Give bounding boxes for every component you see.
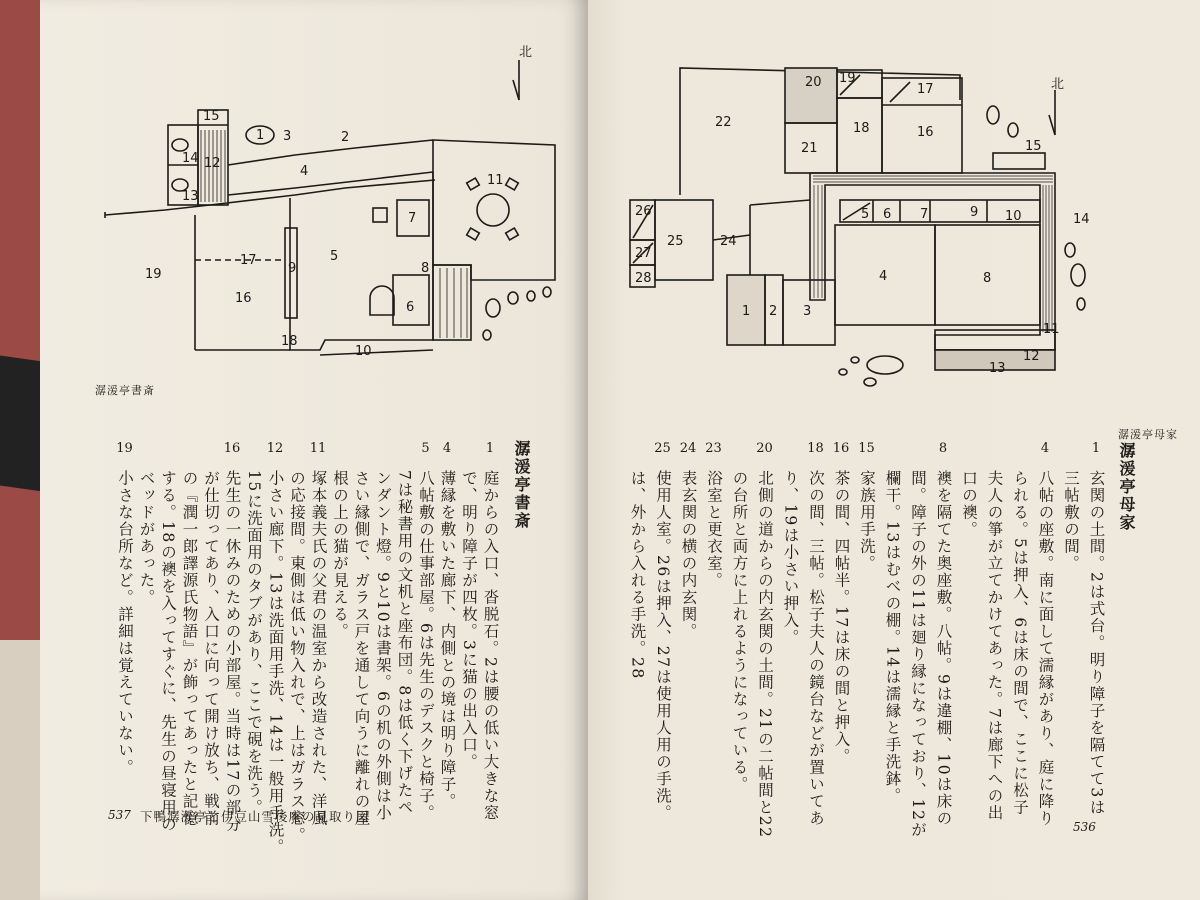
svg-text:9: 9 xyxy=(970,205,979,220)
svg-text:17: 17 xyxy=(240,253,257,268)
svg-text:24: 24 xyxy=(720,234,737,249)
item-number: 8 xyxy=(938,441,948,456)
left-page-folio: 537 xyxy=(108,808,131,822)
svg-text:5: 5 xyxy=(330,249,339,264)
text-column: さい縁側で、ガラス戸を通して向うに離れの屋 xyxy=(352,470,371,827)
svg-text:9: 9 xyxy=(288,261,297,276)
item-number: 18 xyxy=(807,441,824,456)
svg-text:25: 25 xyxy=(667,234,684,249)
svg-text:14: 14 xyxy=(182,151,199,166)
text-column: 八帖敷の仕事部屋。6は先生のデスクと椅子。 xyxy=(417,470,435,822)
svg-text:16: 16 xyxy=(917,125,934,140)
svg-text:11: 11 xyxy=(1043,322,1060,337)
svg-text:5: 5 xyxy=(861,207,870,222)
item-number: 20 xyxy=(756,441,773,456)
text-column: 薄縁を敷いた廊下、内側との境は明り障子。 xyxy=(438,470,457,810)
item-number: 1 xyxy=(1091,441,1101,456)
svg-text:13: 13 xyxy=(182,189,199,204)
item-number: 19 xyxy=(116,441,133,456)
item-number: 15 xyxy=(858,441,875,456)
svg-text:7: 7 xyxy=(408,211,417,226)
text-column: 北側の道からの内玄関の土間。21の二帖間と22 xyxy=(756,470,774,839)
item-number: 12 xyxy=(266,441,284,456)
item-number: 24 xyxy=(679,441,697,456)
svg-text:8: 8 xyxy=(983,271,992,286)
text-column: られる。5は押入、6は床の間で、ここに松子 xyxy=(1011,470,1029,816)
text-column: 小さい廊下。13は洗面用手洗、14は一般用手洗。 xyxy=(266,470,285,856)
text-column: 家族用手洗。 xyxy=(858,470,876,572)
svg-text:7: 7 xyxy=(920,207,929,222)
text-column: 玄関の土間。2は式台。明り障子を隔てて3は xyxy=(1087,470,1106,816)
item-number: 4 xyxy=(1040,441,1050,456)
svg-text:26: 26 xyxy=(635,204,652,219)
text-column: ンダント燈。9と10は書架。6の机の外側は小 xyxy=(374,470,392,822)
text-column: 表玄関の横の内玄関。 xyxy=(679,470,698,640)
plan-left-north: 北 xyxy=(519,45,533,60)
item-number: 25 xyxy=(654,441,671,456)
svg-text:10: 10 xyxy=(355,344,372,359)
text-column: の応接間。東側は低い物入れで、上はガラス窓。 xyxy=(288,470,306,844)
text-column: 7は秘書用の文机と座布団。8は低く下げたペ xyxy=(395,470,414,816)
text-column: 三帖敷の間。 xyxy=(1062,470,1080,572)
right-page-folio: 536 xyxy=(1073,820,1096,834)
svg-text:16: 16 xyxy=(235,291,252,306)
text-column: 間。障子の外の11は廻り縁になっており、12が xyxy=(909,470,927,839)
svg-text:21: 21 xyxy=(801,141,818,156)
item-number: 4 xyxy=(442,441,452,456)
text-column: が仕切ってあり、入口に向って開け放ち、戦前 xyxy=(202,470,220,827)
svg-text:11: 11 xyxy=(487,173,504,188)
plan-caption-main-house: 潺湲亭母家 xyxy=(1118,428,1178,441)
text-column: ベッドがあった。 xyxy=(137,470,156,606)
svg-text:28: 28 xyxy=(635,271,652,286)
item-number: 1 xyxy=(485,441,495,456)
floor-plan-study xyxy=(95,40,575,370)
text-column: 次の間、三帖。松子夫人の鏡台などが置いてあ xyxy=(807,470,825,827)
plan-right-north: 北 xyxy=(1051,77,1065,92)
svg-text:1: 1 xyxy=(742,304,751,319)
text-column: 庭からの入口、沓脱石。2は腰の低い大きな窓 xyxy=(481,470,500,822)
text-column: 先生の一休みのための小部屋。当時は17の部分 xyxy=(223,470,242,833)
svg-text:6: 6 xyxy=(406,300,415,315)
svg-text:2: 2 xyxy=(769,304,778,319)
text-column: 根の上の猫が見える。 xyxy=(331,470,349,640)
text-column: り、19は小さい押入。 xyxy=(781,470,800,646)
left-running-head: 下鴨潺湲亭と伊豆山雪後庵の見取り図 xyxy=(140,809,370,824)
text-column: 塚本義夫氏の父君の温室から改造された、洋風 xyxy=(309,470,328,827)
text-column: 浴室と更衣室。 xyxy=(705,470,723,589)
svg-text:4: 4 xyxy=(879,269,888,284)
svg-text:4: 4 xyxy=(300,164,309,179)
text-column: で、明り障子が四枚。3に猫の出入口。 xyxy=(460,470,478,771)
text-column: 茶の間、四帖半。17は床の間と押入。 xyxy=(832,470,851,765)
svg-text:27: 27 xyxy=(635,246,652,261)
text-column: 使用人室。26は押入、27は使用人用の手洗。 xyxy=(654,470,672,822)
svg-text:2: 2 xyxy=(341,130,350,145)
item-number: 16 xyxy=(223,441,241,456)
text-column: 襖を隔てた奥座敷。八帖。9は違棚、10は床の xyxy=(934,470,953,828)
svg-text:19: 19 xyxy=(145,267,162,282)
text-column: 欄干。13はむべの棚。14は濡縁と手洗鉢。 xyxy=(883,470,902,805)
text-column: 八帖の座敷。南に面して濡縁があり、庭に降り xyxy=(1036,470,1055,827)
svg-text:19: 19 xyxy=(839,71,856,86)
text-column: する。18の襖を入ってすぐに、先生の昼寝用の xyxy=(159,470,177,833)
svg-text:1: 1 xyxy=(256,128,265,143)
svg-text:18: 18 xyxy=(281,334,298,349)
text-column: 15に洗面用のタブがあり、ここで硯を洗う。 xyxy=(245,470,263,816)
svg-text:14: 14 xyxy=(1073,212,1090,227)
svg-text:3: 3 xyxy=(803,304,812,319)
svg-text:10: 10 xyxy=(1005,209,1022,224)
right-page-heading: 潺湲亭母家 xyxy=(1117,442,1136,532)
text-column: は、外から入れる手洗。28 xyxy=(628,470,647,680)
text-column: 口の襖。 xyxy=(960,470,978,538)
plan-caption-study: 潺湲亭書斎 xyxy=(95,384,155,397)
svg-text:6: 6 xyxy=(883,207,892,222)
floor-plan-main-house xyxy=(615,60,1115,400)
svg-text:12: 12 xyxy=(1023,349,1040,364)
item-number: 11 xyxy=(309,441,327,456)
svg-text:20: 20 xyxy=(805,75,822,90)
svg-text:13: 13 xyxy=(989,361,1006,376)
svg-text:3: 3 xyxy=(283,129,292,144)
item-number: 23 xyxy=(705,441,722,456)
text-column: の『潤一郎譯源氏物語』が飾ってあったと記憶 xyxy=(180,470,199,827)
item-number: 16 xyxy=(832,441,850,456)
text-column: の台所と両方に上れるようになっている。 xyxy=(730,470,749,793)
svg-text:15: 15 xyxy=(203,109,220,124)
svg-text:8: 8 xyxy=(421,261,430,276)
svg-text:15: 15 xyxy=(1025,139,1042,154)
svg-text:18: 18 xyxy=(853,121,870,136)
svg-text:12: 12 xyxy=(204,156,221,171)
svg-text:22: 22 xyxy=(715,115,732,130)
item-number: 5 xyxy=(421,441,430,456)
text-column: 小さな台所など。詳細は覚えていない。 xyxy=(116,470,134,776)
left-page-heading: 潺湲亭書斎 xyxy=(512,440,531,530)
text-column: 夫人の箏が立てかけてあった。7は廊下への出 xyxy=(985,470,1004,822)
svg-text:17: 17 xyxy=(917,82,934,97)
